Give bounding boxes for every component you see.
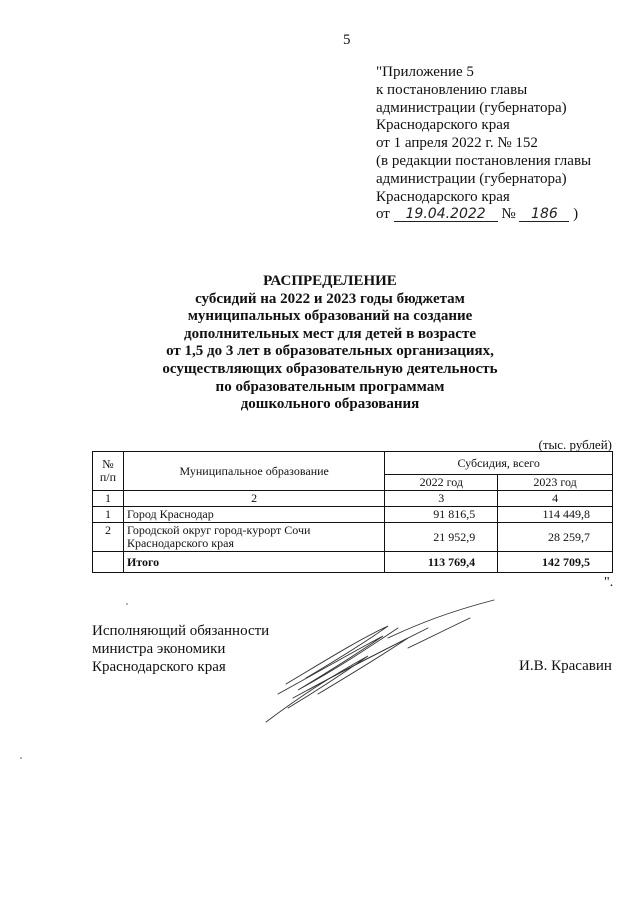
edition-date-handwritten: 19.04.2022 [394,207,498,222]
total-label: Итого [123,552,384,573]
column-number: 2 [123,491,384,507]
column-number: 1 [93,491,124,507]
edition-number-handwritten: 186 [519,207,569,222]
scan-speck [126,603,128,605]
edition-number-sign: № [501,206,516,223]
header-subsidy: Субсидия, всего [385,452,613,475]
row-value-2023: 114 449,8 [498,507,613,523]
header-municipality: Муниципальное образование [123,452,384,491]
signer-title-line: Исполняющий обязанности [92,623,270,639]
title-line: муниципальных образований на создание [187,308,473,325]
handwritten-signature [258,598,503,728]
total-value-2023: 142 709,5 [498,552,613,573]
signer-title-line: Краснодарского края [92,659,226,675]
row-municipality: Город Краснодар [123,507,384,523]
table-row [93,507,613,523]
title-line: от 1,5 до 3 лет в образовательных организациях, [166,343,494,360]
row-value-2022: 21 952,9 [385,523,498,552]
page-number: 5 [343,32,351,48]
title-heading: РАСПРЕДЕЛЕНИЕ [263,273,397,289]
appendix-line: от 1 апреля 2022 г. № 152 [376,135,538,152]
appendix-line: "Приложение 5 [376,64,474,80]
total-value-2022: 113 769,4 [385,552,498,573]
edition-line [376,206,591,224]
appendix-line: администрации (губернатора) [376,99,567,116]
scan-speck [20,757,22,759]
signer-name: И.В. Красавин [519,658,612,674]
title-line: дошкольного образования [240,396,420,413]
appendix-line: администрации (губернатора) [376,170,567,187]
total-row [93,552,613,573]
row-num: 1 [93,507,124,523]
document-title [130,273,530,414]
column-number: 3 [385,491,498,507]
title-line: осуществляющих образовательную деятельность [162,360,498,377]
appendix-line: Краснодарского края [376,188,510,205]
header-num: № п/п [93,452,124,491]
row-num: 2 [93,523,124,552]
row-value-2023: 28 259,7 [498,523,613,552]
edition-prefix: от [376,206,390,223]
header-2023: 2023 год [498,475,613,491]
title-line: субсидий на 2022 и 2023 годы бюджетам [195,290,465,307]
appendix-line: (в редакции постановления главы [376,152,592,169]
title-line: по образовательным программам [215,378,445,395]
column-number-row [93,491,613,507]
row-municipality: Городской округ город-курорт Сочи Краснодарского края [123,523,384,552]
edition-close-paren: ) [573,206,579,223]
units-label: (тыс. рублей) [538,437,612,452]
signer-title-line: министра экономики [92,641,226,657]
header-2022: 2022 год [385,475,498,491]
appendix-line: к постановлению главы [376,81,528,98]
column-number: 4 [498,491,613,507]
appendix-block [376,64,591,224]
title-line: дополнительных мест для детей в возрасте [184,325,476,342]
signer-block [92,622,269,676]
closing-quote-mark: ". [604,575,614,590]
table-row [93,523,613,552]
row-value-2022: 91 816,5 [385,507,498,523]
subsidy-table [92,451,613,573]
appendix-line: Краснодарского края [376,117,510,134]
